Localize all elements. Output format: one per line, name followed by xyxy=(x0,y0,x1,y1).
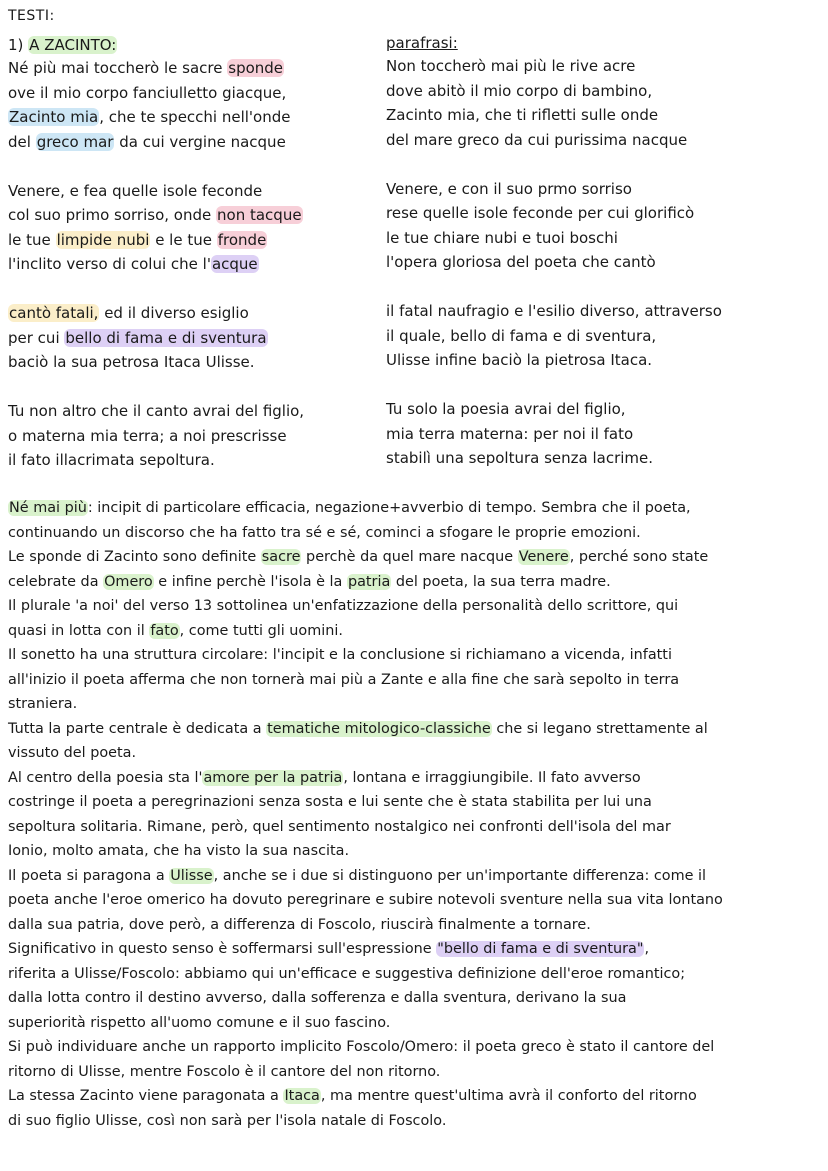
text-segment: Ulisse infine baciò la pietrosa Itaca. xyxy=(386,351,653,369)
text-segment: le tue xyxy=(8,230,56,249)
commentary-line xyxy=(8,864,824,889)
poem-line xyxy=(8,301,378,326)
parafrasi-line xyxy=(386,54,826,79)
poem-line xyxy=(8,326,378,351)
highlighted-text: Né mai più xyxy=(9,500,87,516)
text-segment: Né più mai toccherò le sacre xyxy=(8,59,228,77)
poem-line xyxy=(8,179,378,204)
parafrasi-line xyxy=(386,422,826,447)
text-segment: dalla sua patria, dove però, a differenza di Foscolo, riuscirà finalmente a tornare. xyxy=(8,916,591,933)
highlighted-text: limpide nubi xyxy=(56,230,150,249)
highlighted-text: cantò fatali, xyxy=(9,304,99,322)
commentary-line xyxy=(8,937,824,962)
highlighted-text: sponde xyxy=(228,59,284,77)
section-header: TESTI: xyxy=(8,8,55,24)
text-segment: dove abitò il mio corpo di bambino, xyxy=(386,81,653,100)
text-segment: baciò la sua petrosa Itaca Ulisse. xyxy=(8,353,255,371)
commentary-line xyxy=(8,496,824,521)
parafrasi-line xyxy=(386,299,826,324)
commentary-line xyxy=(8,545,824,570)
text-segment: perchè da quel mare nacque xyxy=(301,549,518,565)
text-segment: , che te specchi nell'onde xyxy=(99,108,291,126)
highlighted-text: Zacinto mia xyxy=(9,108,99,126)
poem-line xyxy=(8,81,378,106)
text-segment: l'inclito verso di colui che l' xyxy=(8,255,211,273)
poem-line xyxy=(8,252,378,277)
text-segment: costringe il poeta a peregrinazioni senza sosta e lui sente che è stata stabilita per lui una xyxy=(8,794,652,810)
stanza-break xyxy=(8,277,378,302)
commentary-line xyxy=(8,741,824,766)
text-segment: , lontana e irraggiungibile. Il fato avverso xyxy=(343,769,641,786)
text-segment: vissuto del poeta. xyxy=(8,745,137,761)
commentary-line xyxy=(8,839,824,864)
text-segment: mia terra materna: per noi il fato xyxy=(386,424,634,443)
stanza-break xyxy=(386,373,826,398)
highlighted-text: acque xyxy=(211,255,258,273)
text-segment: Il plurale 'a noi' del verso 13 sottolinea un'enfatizzazione della personalità dello scrittore, qui xyxy=(8,598,679,614)
text-segment: straniera. xyxy=(8,696,78,712)
highlighted-text: fato xyxy=(150,622,179,639)
commentary-line xyxy=(8,913,824,938)
text-segment: Non toccherò mai più le rive acre xyxy=(386,57,636,75)
text-segment: ed il diverso esiglio xyxy=(99,304,249,322)
parafrasi-line xyxy=(386,79,826,104)
text-segment: di suo figlio Ulisse, così non sarà per l'isola natale di Foscolo. xyxy=(8,1112,447,1129)
commentary-line xyxy=(8,1035,824,1060)
text-segment: riferita a Ulisse/Foscolo: abbiamo qui un'efficace e suggestiva definizione dell'eroe romantico; xyxy=(8,965,686,982)
commentary-line xyxy=(8,986,824,1011)
parafrasi-line xyxy=(386,201,826,226)
poem-line xyxy=(8,203,378,228)
commentary-line xyxy=(8,790,824,815)
poem-line xyxy=(8,130,378,155)
parafrasi-line xyxy=(386,128,826,153)
text-segment: poeta anche l'eroe omerico ha dovuto peregrinare e subire notevoli sventure nella sua vita lontano xyxy=(8,892,723,908)
highlighted-text: Venere xyxy=(518,549,569,565)
highlighted-text: greco mar xyxy=(36,132,114,151)
text-segment: quasi in lotta con il xyxy=(8,622,150,639)
highlighted-text: Omero xyxy=(104,573,153,590)
text-segment: La stessa Zacinto viene paragonata a xyxy=(8,1088,284,1104)
commentary-line xyxy=(8,888,824,913)
text-segment: Venere, e con il suo prmo sorriso xyxy=(386,179,632,198)
stanza-break xyxy=(386,275,826,300)
poem-line xyxy=(8,399,378,424)
parafrasi-line xyxy=(386,348,826,373)
highlighted-text: Ulisse xyxy=(170,867,213,884)
parafrasi-line xyxy=(386,177,826,202)
poem-title xyxy=(8,36,117,54)
text-segment: Zacinto mia, che ti rifletti sulle onde xyxy=(386,106,659,124)
commentary-line xyxy=(8,594,824,619)
stanza-break xyxy=(8,154,378,179)
poem-line xyxy=(8,448,378,473)
poem-line xyxy=(8,424,378,449)
text-segment: Tutta la parte centrale è dedicata a xyxy=(8,720,267,737)
text-segment: ove il mio corpo fanciulletto giacque, xyxy=(8,83,287,102)
commentary-line xyxy=(8,1060,824,1085)
text-segment: sepoltura solitaria. Rimane, però, quel sentimento nostalgico nei confronti dell'isola del mar xyxy=(8,818,671,835)
poem-number: 1) xyxy=(8,36,29,54)
commentary-line xyxy=(8,692,824,717)
text-segment: , perché sono state xyxy=(569,549,709,565)
commentary-line xyxy=(8,962,824,987)
commentary-line xyxy=(8,619,824,644)
text-segment: le tue chiare nubi e tuoi boschi xyxy=(386,228,618,247)
text-segment: da cui vergine nacque xyxy=(114,132,286,151)
text-segment: l'opera gloriosa del poeta che cantò xyxy=(386,253,656,271)
poem-line xyxy=(8,56,378,81)
commentary-line xyxy=(8,1109,824,1134)
text-segment: Il poeta si paragona a xyxy=(8,867,170,884)
parafrasi-title: parafrasi: xyxy=(386,34,458,52)
highlighted-text: patria xyxy=(347,573,391,590)
highlighted-text: Itaca xyxy=(284,1088,320,1104)
parafrasi-line xyxy=(386,226,826,251)
text-segment: , anche se i due si distinguono per un'importante differenza: come il xyxy=(213,867,707,884)
text-segment: Tu non altro che il canto avrai del figlio, xyxy=(8,402,305,420)
text-segment: il fatal naufragio e l'esilio diverso, attraverso xyxy=(386,302,722,320)
parafrasi-line xyxy=(386,250,826,275)
text-segment: del mare greco da cui purissima nacque xyxy=(386,130,688,149)
text-segment: col suo primo sorriso, onde xyxy=(8,206,217,224)
text-segment: celebrate da xyxy=(8,573,104,590)
text-segment: ritorno di Ulisse, mentre Foscolo è il cantore del non ritorno. xyxy=(8,1063,441,1080)
text-segment: che si legano strettamente al xyxy=(491,720,708,737)
text-segment: per cui xyxy=(8,328,65,347)
poem-name: A ZACINTO: xyxy=(29,36,117,54)
text-segment: rese quelle isole feconde per cui glorificò xyxy=(386,204,695,222)
poem-line xyxy=(8,350,378,375)
parafrasi-line xyxy=(386,397,826,422)
highlighted-text: non tacque xyxy=(217,206,302,224)
poem-text xyxy=(8,56,378,473)
text-segment: Si può individuare anche un rapporto implicito Foscolo/Omero: il poeta greco è stato il cantore del xyxy=(8,1039,715,1055)
stanza-break xyxy=(386,152,826,177)
text-segment: , ma mentre quest'ultima avrà il conforto del ritorno xyxy=(320,1088,697,1104)
text-segment: il quale, bello di fama e di sventura, xyxy=(386,326,657,345)
text-segment: superiorità rispetto all'uomo comune e il suo fascino. xyxy=(8,1014,391,1031)
commentary-line xyxy=(8,668,824,693)
text-segment: Significativo in questo senso è soffermarsi sull'espressione xyxy=(8,941,437,957)
text-segment: del poeta, la sua terra madre. xyxy=(391,573,611,590)
parafrasi-text xyxy=(386,54,826,471)
commentary-line xyxy=(8,815,824,840)
text-segment: continuando un discorso che ha fatto tra sé e sé, cominci a sfogare le proprie emozioni. xyxy=(8,524,641,541)
text-segment: Al centro della poesia sta l' xyxy=(8,769,203,786)
stanza-break xyxy=(8,375,378,400)
text-segment: Ionio, molto amata, che ha visto la sua nascita. xyxy=(8,843,350,859)
text-segment: Venere, e fea quelle isole feconde xyxy=(8,181,263,200)
text-segment: , xyxy=(644,941,650,957)
text-segment: stabilì una sepoltura senza lacrime. xyxy=(386,449,654,467)
text-segment: dalla lotta contro il destino avverso, dalla sofferenza e dalla sventura, derivano la sua xyxy=(8,990,627,1006)
commentary-line xyxy=(8,717,824,742)
text-segment: o materna mia terra; a noi prescrisse xyxy=(8,426,287,445)
parafrasi-line xyxy=(386,103,826,128)
text-segment: all'inizio il poeta afferma che non tornerà mai più a Zante e alla fine che sarà sepolto in terra xyxy=(8,671,680,688)
text-segment: : incipit di particolare efficacia, negazione+avverbio di tempo. Sembra che il poeta, xyxy=(87,500,691,516)
highlighted-text: sacre xyxy=(261,549,301,565)
text-segment: Tu solo la poesia avrai del figlio, xyxy=(386,400,626,418)
commentary-line xyxy=(8,766,824,791)
text-segment: il fato illacrimata sepoltura. xyxy=(8,451,215,469)
commentary-line xyxy=(8,1011,824,1036)
highlighted-text: "bello di fama e di sventura" xyxy=(437,941,644,957)
commentary-line xyxy=(8,1084,824,1109)
highlighted-text: bello di fama e di sventura xyxy=(65,328,267,347)
commentary-line xyxy=(8,570,824,595)
text-segment: e le tue xyxy=(150,230,217,249)
text-segment: Le sponde di Zacinto sono definite xyxy=(8,549,261,565)
text-segment: , come tutti gli uomini. xyxy=(179,622,343,639)
highlighted-text: amore per la patria xyxy=(203,769,343,786)
text-segment: del xyxy=(8,132,36,151)
parafrasi-line xyxy=(386,446,826,471)
highlighted-text: fronde xyxy=(217,230,267,249)
text-segment: e infine perchè l'isola è la xyxy=(153,573,347,590)
commentary-line xyxy=(8,643,824,668)
poem-line xyxy=(8,228,378,253)
text-segment: Il sonetto ha una struttura circolare: l'incipit e la conclusione si richiamano a vicenda, infatti xyxy=(8,647,672,663)
commentary-text xyxy=(8,496,824,1133)
commentary-line xyxy=(8,521,824,546)
poem-line xyxy=(8,105,378,130)
parafrasi-line xyxy=(386,324,826,349)
highlighted-text: tematiche mitologico-classiche xyxy=(267,720,491,737)
